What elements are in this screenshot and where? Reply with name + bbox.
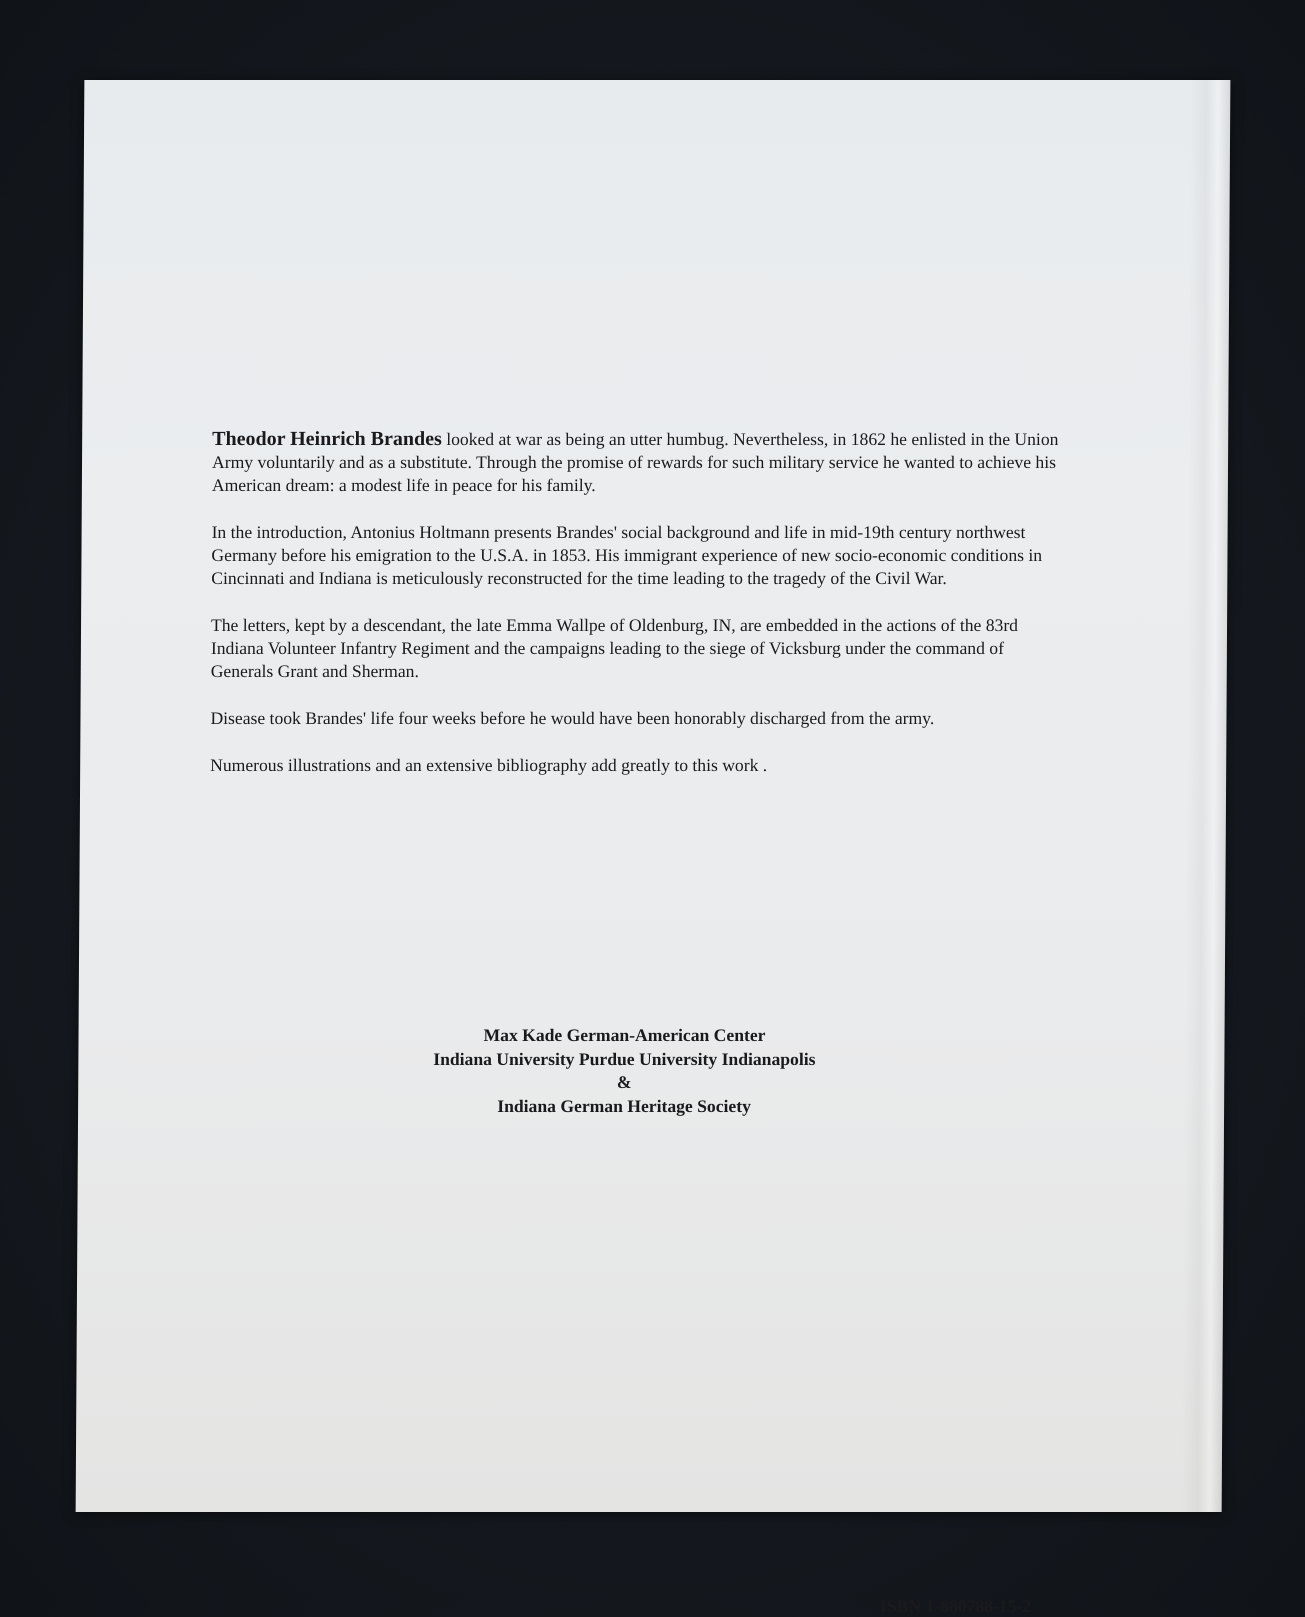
publisher-block xyxy=(78,1024,1225,1118)
isbn-number: ISBN 1-880788-15-2 xyxy=(879,1596,1032,1616)
blurb-paragraph-5: Numerous illustrations and an extensive bibliography add greatly to this work . xyxy=(210,755,768,775)
blurb-paragraph-2: In the introduction, Antonius Holtmann presents Brandes' social background and life in mid-19th century northwest Germany before his emigration to the U.S.A. in 1853. His immigrant experience of new socio-economic conditions in Cincinnati and Indiana is meticulously reconstructed for the time leading to the tragedy of the Civil War. xyxy=(211,522,1043,588)
book-back-cover xyxy=(76,80,1231,1616)
cover-edge-shading xyxy=(1182,80,1231,1512)
publisher-line-2: Indiana University Purdue University Indianapolis xyxy=(433,1048,816,1069)
publisher-line-3: & xyxy=(616,1072,632,1092)
blurb-paragraph-4: Disease took Brandes' life four weeks before he would have been honorably discharged from the army. xyxy=(210,708,935,728)
blurb-paragraph-3: The letters, kept by a descendant, the late Emma Wallpe of Oldenburg, IN, are embedded in the actions of the 83rd Indiana Volunteer Infantry Regiment and the campaigns leading to the siege of Vicksburg under the command of Generals Grant and Sherman. xyxy=(210,615,1019,681)
publisher-line-4: Indiana German Heritage Society xyxy=(497,1095,751,1116)
blurb-text xyxy=(210,428,1062,801)
publisher-line-1: Max Kade German-American Center xyxy=(483,1025,766,1045)
blurb-paragraph-1 xyxy=(212,428,1062,497)
subject-name: Theodor Heinrich Brandes xyxy=(212,428,442,450)
blurb-paragraph-1-text: looked at war as being an utter humbug. Nevertheless, in 1862 he enlisted in the Union Army voluntarily and as a substitute. Through the promise of rewards for such military service he wanted to achieve his American dream: a modest life in peace for his family. xyxy=(211,429,1059,495)
